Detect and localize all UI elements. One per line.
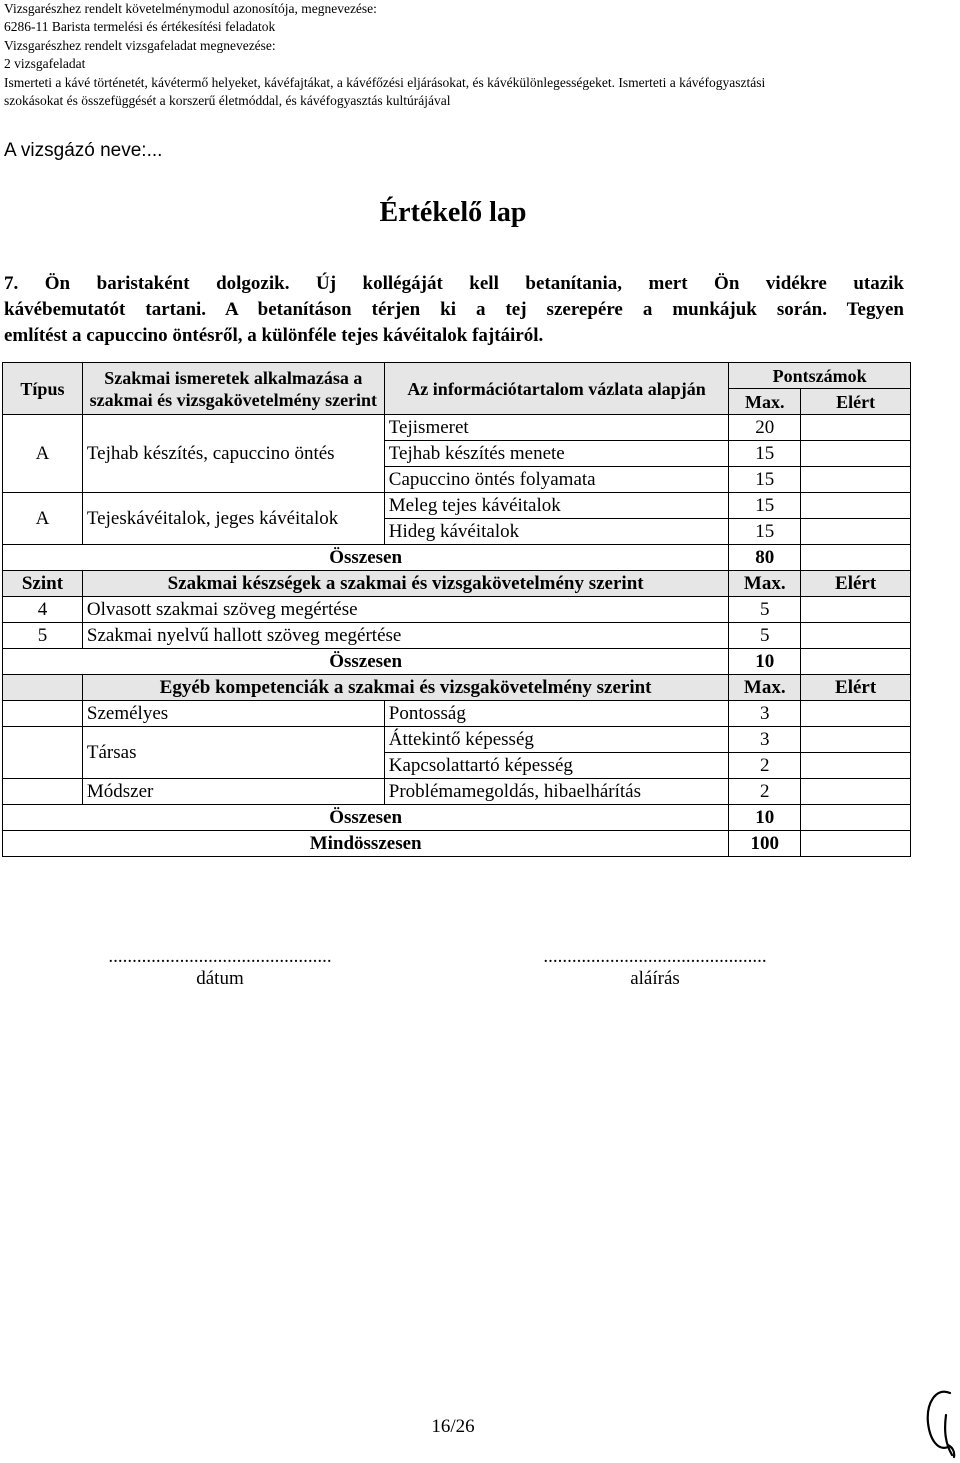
grand-total-achieved[interactable]	[801, 831, 911, 857]
table-row	[3, 623, 911, 649]
col-header-pontszamok: Pontszámok	[729, 363, 911, 389]
section-header-row	[3, 571, 911, 597]
subtotal-max: 10	[729, 805, 801, 831]
header-line: Vizsgarészhez rendelt követelménymodul azonosítója, megnevezése:	[4, 1, 377, 16]
subtotal-label: Összesen	[3, 649, 729, 675]
achieved-points[interactable]	[801, 727, 911, 753]
achieved-points[interactable]	[801, 493, 911, 519]
subtotal-label: Összesen	[3, 805, 729, 831]
empty-cell	[3, 727, 83, 779]
empty-header-cell	[3, 675, 83, 701]
skill-item: Szakmai nyelvű hallott szöveg megértése	[82, 623, 728, 649]
col-header-max: Max.	[729, 389, 801, 415]
max-points: 15	[729, 441, 801, 467]
max-points: 15	[729, 493, 801, 519]
table-row	[3, 779, 911, 805]
achieved-points[interactable]	[801, 701, 911, 727]
grand-total-max: 100	[729, 831, 801, 857]
skill-description: Tejhab készítés, capuccino öntés	[82, 415, 384, 493]
subtotal-row	[3, 545, 911, 571]
competency-category: Társas	[82, 727, 384, 779]
achieved-points[interactable]	[801, 519, 911, 545]
header-line: Ismerteti a kávé történetét, kávétermő helyeket, kávéfajtákat, a kávéfőzési eljárásokat, és kávékülönlegességeket. Ismerteti a kávéfogyasztási	[4, 74, 766, 90]
table-row	[3, 727, 911, 753]
max-points: 15	[729, 519, 801, 545]
col-header-elert: Elért	[801, 571, 911, 597]
max-points: 2	[729, 753, 801, 779]
grand-total-row	[3, 831, 911, 857]
max-points: 5	[729, 623, 801, 649]
competency-category: Módszer	[82, 779, 384, 805]
competency-category: Személyes	[82, 701, 384, 727]
task-line: 7. Ön baristaként dolgozik. Új kollégáját kell betanítania, mert Ön vidékre utazik	[4, 273, 904, 294]
competency-item: Pontosság	[384, 701, 729, 727]
date-label: dátum	[196, 968, 244, 989]
header-line: 6286-11 Barista termelési és értékesítési feladatok	[4, 19, 276, 35]
task-line: kávébemutatót tartani. A betanításon térjen ki a tej szerepére a munkájuk során. Tegyen	[4, 299, 904, 320]
task-line: említést a capuccino öntésről, a különféle tejes kávéitalok fajtáiról.	[4, 325, 544, 346]
col-header-elert: Elért	[801, 675, 911, 701]
table-row	[3, 493, 911, 519]
grand-total-label: Mindösszesen	[3, 831, 729, 857]
date-field	[85, 946, 355, 990]
col-header-info: Az információtartalom vázlata alapján	[384, 363, 729, 415]
table-row	[3, 701, 911, 727]
date-dots: ...............................................	[108, 946, 332, 967]
empty-cell	[3, 701, 83, 727]
max-points: 3	[729, 727, 801, 753]
competency-item: Kapcsolattartó képesség	[384, 753, 729, 779]
max-points: 15	[729, 467, 801, 493]
info-item: Meleg tejes kávéitalok	[384, 493, 729, 519]
info-item: Capuccino öntés folyamata	[384, 467, 729, 493]
handwritten-initial-icon	[918, 1385, 958, 1460]
max-points: 2	[729, 779, 801, 805]
evaluation-table	[2, 362, 911, 857]
skill-description: Tejeskávéitalok, jeges kávéitalok	[82, 493, 384, 545]
signature-field	[520, 946, 790, 990]
achieved-points[interactable]	[801, 467, 911, 493]
achieved-points[interactable]	[801, 779, 911, 805]
level-cell: 5	[3, 623, 83, 649]
table-header-row	[3, 363, 911, 389]
col-header-max: Max.	[729, 571, 801, 597]
empty-cell	[3, 779, 83, 805]
col-header-tipus: Típus	[3, 363, 83, 415]
subtotal-max: 80	[729, 545, 801, 571]
achieved-points[interactable]	[801, 415, 911, 441]
achieved-points[interactable]	[801, 441, 911, 467]
level-cell: 4	[3, 597, 83, 623]
subtotal-achieved[interactable]	[801, 545, 911, 571]
page-title: Értékelő lap	[379, 197, 527, 228]
document-header	[4, 0, 954, 110]
page-number: 16/26	[431, 1416, 475, 1437]
info-item: Hideg kávéitalok	[384, 519, 729, 545]
competency-item: Áttekintő képesség	[384, 727, 729, 753]
subtotal-row	[3, 649, 911, 675]
max-points: 3	[729, 701, 801, 727]
section-header-row	[3, 675, 911, 701]
info-item: Tejismeret	[384, 415, 729, 441]
col-header-szint: Szint	[3, 571, 83, 597]
type-cell: A	[3, 493, 83, 545]
achieved-points[interactable]	[801, 597, 911, 623]
type-cell: A	[3, 415, 83, 493]
subtotal-achieved[interactable]	[801, 649, 911, 675]
header-line: Vizsgarészhez rendelt vizsgafeladat megnevezése:	[4, 37, 276, 53]
examinee-name-field: A vizsgázó neve:...	[4, 140, 163, 161]
subtotal-row	[3, 805, 911, 831]
achieved-points[interactable]	[801, 753, 911, 779]
competency-item: Problémamegoldás, hibaelhárítás	[384, 779, 729, 805]
col-header-max: Max.	[729, 675, 801, 701]
task-description	[4, 271, 904, 349]
signature-dots: ...............................................	[543, 946, 767, 967]
col-header-szakmai: Szakmai ismeretek alkalmazása a szakmai és vizsgakövetelmény szerint	[82, 363, 384, 415]
section-title-skills: Szakmai készségek a szakmai és vizsgakövetelmény szerint	[82, 571, 728, 597]
header-line: 2 vizsgafeladat	[4, 56, 86, 72]
max-points: 20	[729, 415, 801, 441]
table-row	[3, 415, 911, 441]
header-line: szokásokat és összefüggését a korszerű életmóddal, és kávéfogyasztás kultúrájával	[4, 93, 451, 109]
info-item: Tejhab készítés menete	[384, 441, 729, 467]
max-points: 5	[729, 597, 801, 623]
subtotal-label: Összesen	[3, 545, 729, 571]
subtotal-achieved[interactable]	[801, 805, 911, 831]
table-row	[3, 597, 911, 623]
signature-label: aláírás	[630, 968, 680, 989]
skill-item: Olvasott szakmai szöveg megértése	[82, 597, 728, 623]
col-header-elert: Elért	[801, 389, 911, 415]
achieved-points[interactable]	[801, 623, 911, 649]
subtotal-max: 10	[729, 649, 801, 675]
section-title-competencies: Egyéb kompetenciák a szakmai és vizsgakövetelmény szerint	[82, 675, 728, 701]
